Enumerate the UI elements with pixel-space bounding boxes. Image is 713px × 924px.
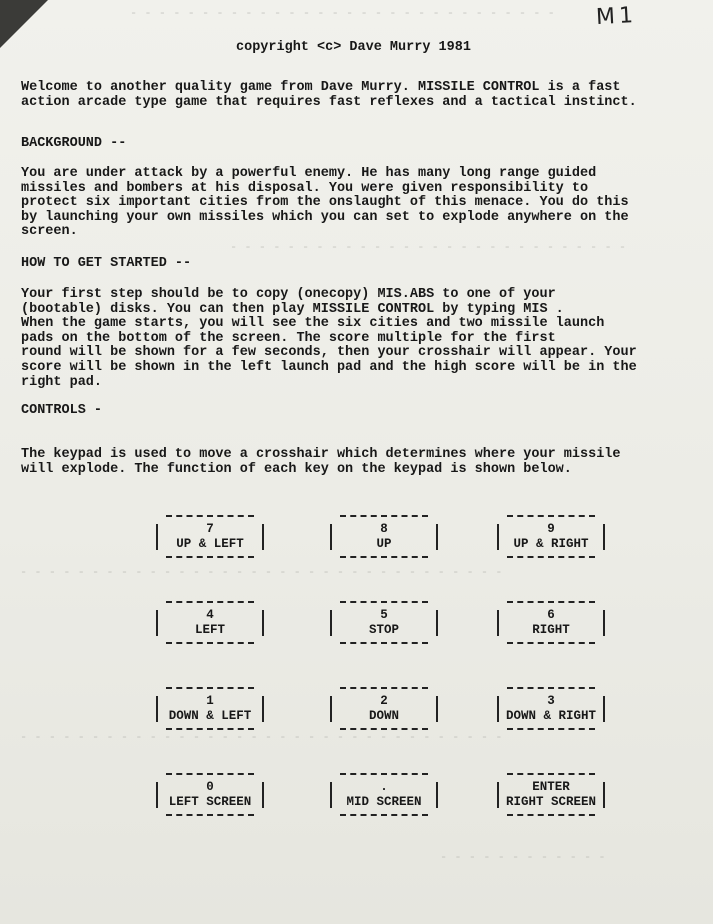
keypad-key-period xyxy=(330,770,438,814)
controls-paragraph xyxy=(21,448,693,477)
key-number: 4 xyxy=(206,608,214,622)
text-line: right pad. xyxy=(21,374,103,390)
background-paragraph xyxy=(21,167,693,240)
key-border-right xyxy=(262,524,264,550)
key-border-top xyxy=(507,601,595,603)
key-label: UP & LEFT xyxy=(176,537,244,551)
bleed-through-text: - - - - - - - - - - - - xyxy=(440,850,606,864)
key-border-bottom xyxy=(507,642,595,644)
key-border-top xyxy=(340,687,428,689)
key-border-bottom xyxy=(166,728,254,730)
text-line: When the game starts, you will see the six cities and two missile launch xyxy=(21,316,605,332)
key-border-top xyxy=(166,773,254,775)
keypad-key-6 xyxy=(497,598,605,642)
key-border-bottom xyxy=(340,814,428,816)
key-border-bottom xyxy=(340,728,428,730)
key-border-top xyxy=(507,515,595,517)
key-number: 8 xyxy=(380,522,388,536)
text-line: Welcome to another quality game from Dave Murry. MISSILE CONTROL is a fast xyxy=(21,80,621,95)
key-border-top xyxy=(166,515,254,517)
key-border-top xyxy=(340,601,428,603)
key-border-top xyxy=(507,773,595,775)
key-border-bottom xyxy=(340,556,428,558)
key-border-bottom xyxy=(166,814,254,816)
key-border-right xyxy=(262,696,264,722)
text-line: screen. xyxy=(21,224,78,240)
bleed-through-text: - - - - - - - - - - - - - - - - - - - - - - - - - - - - - - xyxy=(130,6,555,20)
keypad-key-enter xyxy=(497,770,605,814)
key-border-bottom xyxy=(507,728,595,730)
key-label: DOWN xyxy=(368,709,399,723)
key-border-right xyxy=(436,610,438,636)
key-border-bottom xyxy=(166,556,254,558)
text-line: The keypad is used to move a crosshair which determines where your missile xyxy=(21,447,621,462)
bleed-through-text: - - - - - - - - - - - - - - - - - - - - - - - - - - - - - - - - - - xyxy=(20,565,503,579)
key-label: MID SCREEN xyxy=(346,795,422,809)
text-line: will explode. The function of each key on the keypad is shown below. xyxy=(21,461,572,477)
key-number: 6 xyxy=(547,608,555,622)
text-line: pads on the bottom of the screen. The score multiple for the first xyxy=(21,330,556,346)
text-line: round will be shown for a few seconds, then your crosshair will appear. Your xyxy=(21,345,637,361)
key-label: DOWN & LEFT xyxy=(168,709,252,723)
key-number: 7 xyxy=(206,522,214,536)
key-border-top xyxy=(340,773,428,775)
started-heading: HOW TO GET STARTED -- xyxy=(21,256,192,271)
text-line: action arcade type game that requires fast reflexes and a tactical instinct. xyxy=(21,94,637,110)
key-label: DOWN & RIGHT xyxy=(505,709,596,723)
key-border-top xyxy=(340,515,428,517)
key-border-top xyxy=(166,687,254,689)
keypad-key-5 xyxy=(330,598,438,642)
key-label: UP & RIGHT xyxy=(513,537,589,551)
text-line: score will be shown in the left launch pad and the high score will be in the xyxy=(21,359,637,375)
text-line: by launching your own missiles which you can set to explode anywhere on the xyxy=(21,209,629,225)
key-number: 3 xyxy=(547,694,555,708)
intro-paragraph xyxy=(21,81,693,110)
key-border-right xyxy=(262,782,264,808)
key-border-top xyxy=(166,601,254,603)
text-line: You are under attack by a powerful enemy. He has many long range guided xyxy=(21,166,597,181)
text-line: missiles and bombers at his disposal. You were given responsibility to xyxy=(21,180,589,196)
key-border-right xyxy=(436,524,438,550)
key-border-bottom xyxy=(507,556,595,558)
started-paragraph xyxy=(21,288,693,390)
key-border-right xyxy=(603,782,605,808)
keypad-key-1 xyxy=(156,684,264,728)
keypad-key-0 xyxy=(156,770,264,814)
text-line: (bootable) disks. You can then play MISSILE CONTROL by typing MIS . xyxy=(21,301,564,317)
handwritten-note: M1 xyxy=(595,2,638,31)
key-border-right xyxy=(603,610,605,636)
key-label: LEFT xyxy=(194,623,225,637)
folded-corner xyxy=(0,0,48,48)
text-line: Your first step should be to copy (onecopy) MIS.ABS to one of your xyxy=(21,287,556,302)
key-label: RIGHT SCREEN xyxy=(505,795,596,809)
key-border-right xyxy=(603,696,605,722)
bleed-through-text: - - - - - - - - - - - - - - - - - - - - - - - - - - - - - - - - - - xyxy=(20,730,503,744)
key-number: 0 xyxy=(206,780,214,794)
key-border-top xyxy=(507,687,595,689)
key-number: 5 xyxy=(380,608,388,622)
keypad-key-8 xyxy=(330,512,438,556)
keypad-key-4 xyxy=(156,598,264,642)
key-number: . xyxy=(380,780,388,794)
text-line: protect six important cities from the onslaught of this menace. You do this xyxy=(21,195,629,211)
keypad-key-2 xyxy=(330,684,438,728)
key-number: 9 xyxy=(547,522,555,536)
key-border-right xyxy=(436,696,438,722)
keypad-key-9 xyxy=(497,512,605,556)
key-label: UP xyxy=(376,537,392,551)
controls-heading: CONTROLS - xyxy=(21,403,103,418)
key-label: RIGHT xyxy=(532,623,570,637)
key-border-bottom xyxy=(340,642,428,644)
keypad-key-7 xyxy=(156,512,264,556)
key-border-right xyxy=(603,524,605,550)
keypad-key-3 xyxy=(497,684,605,728)
key-number: ENTER xyxy=(532,780,570,794)
key-label: LEFT SCREEN xyxy=(168,795,252,809)
key-number: 1 xyxy=(206,694,214,708)
bleed-through-text: - - - - - - - - - - - - - - - - - - - - - - - - - - - - xyxy=(230,240,627,254)
key-border-right xyxy=(262,610,264,636)
background-heading: BACKGROUND -- xyxy=(21,136,127,151)
key-label: STOP xyxy=(368,623,399,637)
key-number: 2 xyxy=(380,694,388,708)
copyright-line: copyright <c> Dave Murry 1981 xyxy=(236,40,471,55)
key-border-bottom xyxy=(507,814,595,816)
key-border-right xyxy=(436,782,438,808)
key-border-bottom xyxy=(166,642,254,644)
